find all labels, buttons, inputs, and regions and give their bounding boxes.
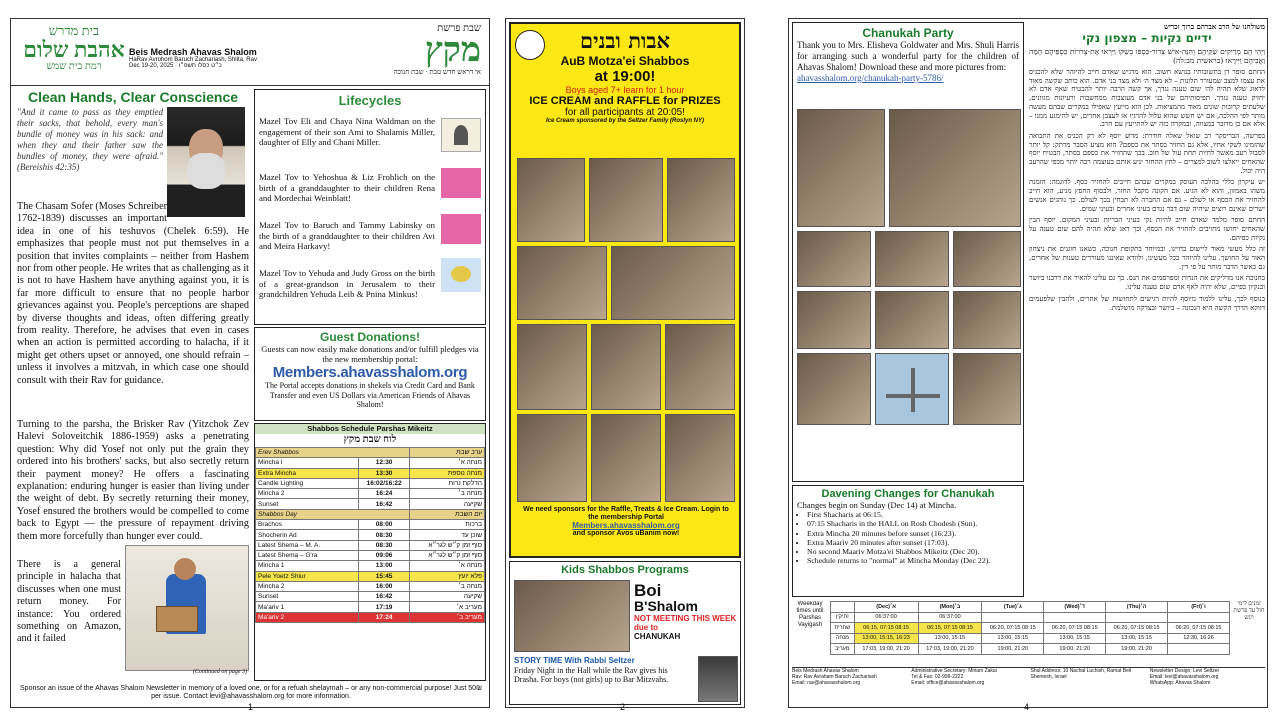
lifecycle-item: Mazel Tov Eli and Chaya Nina Waldman on the engagement of their son Ami to Shalamis Miller, daughter of Elly and Chani Miller. (259, 116, 435, 147)
lifecycle-item: Mazel Tov to Baruch and Tammy Labinsky on the birth of a granddaughter to their children Avi and Meira Harkavy! (259, 220, 435, 251)
section-title: Lifecycles (338, 93, 402, 108)
parsha-subline: אי דראש חדש טבת · שבת חנוכה (393, 68, 481, 76)
contact-column (1150, 668, 1265, 705)
aub-prize: ICE CREAM and RAFFLE for PRIZES (529, 95, 721, 107)
schedule-row (256, 561, 485, 571)
parsha-name: מקץ (424, 32, 481, 69)
article-title: ידיים נקיות – מצפון נקי (1082, 31, 1212, 45)
aub-need2: and sponsor Avos uBanim now! (572, 530, 680, 537)
bshalom-title: B'Shalom (634, 598, 699, 614)
contact-line: WhatsApp: Ahavas Shalom (1149, 680, 1211, 686)
weekday-row (831, 623, 1230, 634)
baby-boy-icon (441, 258, 481, 292)
section-title: Chanukah Party (862, 26, 954, 40)
contact-line: Administrative Secretary: Miriam Zakai (911, 668, 997, 674)
schedule-event-he: מעריב ב׳ (410, 612, 485, 622)
schedule-event-he: שקיעה (410, 592, 485, 602)
article-title: Clean Hands, Clear Conscience (27, 89, 239, 105)
schedule-event-he: מנחה א׳ (410, 561, 485, 571)
article-clean-hands (17, 89, 249, 681)
boi-bshalom (634, 582, 738, 641)
weekday-cell: 17:03, 19:00, 21:20 (854, 644, 918, 655)
logo-title: אהבת שלום (23, 37, 125, 62)
davening-item: • 07:15 Shacharis in the HALL on Rosh Chodesh (Sun). (807, 519, 1019, 528)
schedule-section (256, 509, 485, 519)
schedule-section (256, 448, 485, 458)
article-paragraph: בנוסף לכך, עלינו ללמוד מיוסף להיות רגישים לתחושות של אחרים, ולהבין שלפעמים דווקא הדרך הקשה היא הנכונה – ביושר ובצדקה מושלמת. (1029, 294, 1265, 312)
page-number: 1 (248, 702, 254, 712)
contact-line: Tel & Fax: 02-999-2222 (911, 674, 964, 680)
page-3 (788, 18, 1268, 708)
org-name: Beis Medrash Ahavas Shalom (129, 47, 257, 57)
donations-box (254, 327, 486, 421)
donations-text: Guests can now easily make donations and/or fulfill pledges via the new membership portal: (261, 344, 479, 364)
page-2 (505, 18, 745, 708)
article-paragraph: בחנוכה אנו מדליקים את הנרות ומפרסמים את הנס. כך גם עלינו להאיר את דרכנו ביושר ובנקיון כפיים, שלא יהיה לאף אדם שום טענה עלינו. (1029, 274, 1265, 292)
schedule-row (256, 478, 485, 488)
weekday-cell (1044, 612, 1106, 623)
schedule-event-he: הדלקת נרות (410, 478, 485, 488)
sponsor-footer: Sponsor an issue of the Ahavas Shalom Newsletter in memory of a loved one, or for a refuah shelaymah – or any non-commercial purpose! Just 50₪ per issue. Contact levi@ahavasshalom.org for more information. (20, 685, 482, 700)
aub-sub2: for all participants at 20:05! (564, 107, 686, 118)
contact-column (911, 668, 1026, 705)
aub-sub: Boys aged 7+ learn for 1 hour (565, 85, 685, 95)
schedule-event: Brachos (256, 520, 359, 530)
weekday-col: (Mon)ב׳ (918, 602, 982, 613)
boi-title: Boi (634, 581, 662, 600)
davening-item: • First Shacharis at 06:15. (807, 510, 1019, 519)
not-meeting-note: NOT MEETING THIS WEEK due to (634, 614, 737, 632)
weekday-cell: 13:00, 15:15 (918, 633, 982, 644)
aub-portal-link[interactable]: Members.ahavasshalom.org (572, 521, 680, 530)
article-paragraph: החתם סופר דן בתשובותיו בנושא חשוב. הוא מדגיש שאדם חייב להיזהר שלא להכניס את עצמו למצב שמעורר תלונות – לא מצד ה׳ ולא מצד בני אדם. הוא כותב שקשה מאוד לדאוג שלא תהיה לה׳ שום טענה נגדך, אך קשה הרבה יותר להבטיח שאף אדם לא יחזיק טענה נגדך. תפיסותיהם של בני אדם מעוצבות ממחשבות ורעיונות מגוונים, שלעתים קרובות שונים מאוד מהמציאות. לכן הוא מייעץ שאפילו במקרים שבהם מעשה מותר לפי ההלכה, אם יש חשש שהוא עלול להרגיז או לעצבן אחרים, יש להימנע ממנו – אלא אם כן מדובר במצווה, ובמקרה כזה יש להתייעץ עם הרב. (1029, 68, 1265, 129)
schedule-event: Pele Yoetz Shiur (256, 571, 359, 581)
schedule-row (256, 540, 485, 550)
schedule-event-he: מעריב א׳ (410, 602, 485, 612)
weekday-cell: 06:37:00 (854, 612, 918, 623)
section-label: Erev Shabbos (256, 448, 410, 458)
schedule-event-he: מנחה א׳ (410, 458, 485, 468)
schedule-event: Shocherin Ad (256, 530, 359, 540)
contact-line: Beis Medrash Ahavas Shalom (792, 668, 859, 674)
weekday-cell (1106, 612, 1168, 623)
contact-line: Rav: Rav Avraham Baruch Zachariash (792, 674, 877, 680)
schedule-event-he: סוף זמן ק״ש לגר״א (410, 550, 485, 560)
weekday-label-he: זמנים לימי חול עד פרשת ויגש (1233, 601, 1265, 621)
davening-item: • Extra Mincha 20 minutes before sunset (16:23). (807, 529, 1019, 538)
weekday-cell: 06:15, 07:15 08:15 (918, 623, 982, 634)
schedule-time: 16:00 (359, 581, 410, 591)
article-paragraph: יש עיקרון כללי בהלכה העוסק במקרים שבהם חייבים להחזיר כסף. לדוגמה: הזמנת משהו באמזון, והוא לא הגיע. אם הקונה מקבל החזר, ולבסוף החפץ מגיע, הוא חייב להחזיר את הכסף או לשלם – גם אם החברה לא תבחין בכך לעולם. כך נוהגים אנשים ישרים שאינם רוצים שיהיה שום דבר נגדם בעיני אחרים ובעיני שמים. (1029, 178, 1265, 213)
weekday-cell: 13:00, 15:15 (982, 633, 1044, 644)
shabbos-schedule (254, 423, 486, 681)
article-paragraph: Turning to the parsha, the Brisker Rav (Yitzchok Zev Halevi Soloveitchik 1886-1959) asks a penetrating question: Why did Yosef not only put the grain they ordered into his brothers' sacks, but also secretly return their payment money? He offers a fascinating explanation: enduring hunger is easier than living under the weight of debt. By secretly returning their money, Yosef ensured the brothers would be compelled to come back to Egypt — the pressure of repayment driving them more forcefully than hunger ever could. (17, 419, 249, 542)
schedule-row (256, 489, 485, 499)
schedule-time: 16:42 (359, 499, 410, 509)
schedule-event: Ma'ariv 1 (256, 602, 359, 612)
weekday-cell: 13:00, 15:15 (1044, 633, 1106, 644)
article-paragraph: בפרשה, הבריסקר רב שואל שאלה חודרת: מדוע יוסף לא רק הכניס את התבואה שהזמינו לשקי אחיו, אלא גם החזיר בסתר את כספם? הוא מציע הסבר מרתק: קל יותר לסבול רעב מאשר לחיות תחת עול של חוב. בכך שהחזיר את כספם בסתר, הבטיח יוסף שהאחים ייאלצו לשוב למצרים – לחץ ההחזר יניע אותם בעוצמה רבה יותר מכפי שהרעב היה יכול. (1029, 131, 1265, 175)
story-title: STORY TIME With Rabbi Seltzer (514, 656, 635, 665)
schedule-event: Sunset (256, 499, 359, 509)
baby-girl-icon (441, 168, 481, 198)
article-quote: "And it came to pass as they emptied their sacks, that behold, every man's bundle of money was in his sack: and when they and their father saw the bundles of money, they were afraid." (Bereishis 42:35) (17, 107, 163, 172)
schedule-event: Latest Shema – M. A. (256, 540, 359, 550)
schedule-time: 16:02/16:22 (359, 478, 410, 488)
schedule-event: Mincha 2 (256, 489, 359, 499)
schedule-time: 17:19 (359, 602, 410, 612)
logo (19, 23, 129, 85)
kids-programs-box (509, 561, 741, 705)
article-paragraph: זה כלל מעשי מאוד ליישום בחיינו, ובמיוחד בתקופת חנוכה, כשאנו חוגגים את ניצחון האור על החושך. עלינו להיזהר בכל מעשינו, ולוודא שאיננו מעוררים טענות של אחרים, גם כאשר הדבר מותר על פי דין. (1029, 245, 1265, 271)
page-number: 2 (620, 702, 626, 712)
schedule-event-he: פלא יועץ (410, 571, 485, 581)
weekday-cell: 06:37:00 (918, 612, 982, 623)
aub-time: at 19:00! (594, 68, 656, 85)
contact-column (1031, 668, 1146, 705)
aub-sponsor-call (517, 506, 735, 538)
aub-photo-grid (517, 158, 735, 502)
schedule-row (256, 550, 485, 560)
section-title: Guest Donations! (319, 330, 420, 344)
weekday-col: (Tue)ג׳ (982, 602, 1044, 613)
weekday-header (831, 602, 1230, 613)
weekday-row (831, 633, 1230, 644)
weekday-cell: 06:15, 07:15 08:15 (854, 623, 918, 634)
schedule-time: 15:45 (359, 571, 410, 581)
schedule-time: 08:30 (359, 530, 410, 540)
section-title: Davening Changes for Chanukah (821, 488, 995, 500)
weekday-cell: 19:00, 21:20 (1044, 644, 1106, 655)
section-title: Kids Shabbos Programs (561, 564, 689, 576)
weekday-col: (Dec)א׳ (854, 602, 918, 613)
lifecycles-list (259, 116, 435, 312)
rabbi-photo (698, 656, 738, 702)
weekday-table (830, 601, 1230, 655)
weekday-row (831, 644, 1230, 655)
weekday-cell: 06:20, 07:15 08:15 (1168, 623, 1230, 634)
weekday-cell (982, 612, 1044, 623)
schedule-row (256, 499, 485, 509)
torah-article (1029, 22, 1265, 597)
schedule-row (256, 458, 485, 468)
schedule-event-he: מנחה ב׳ (410, 489, 485, 499)
contact-column (792, 668, 907, 705)
continued-note: (Continued on page 3) (192, 669, 247, 675)
weekday-cell (1168, 612, 1230, 623)
party-pictures-link[interactable]: ahavasshalom.org/chanukah-party-5786/ (797, 73, 944, 83)
lifecycle-item: Mazel Tov to Yehuda and Judy Gross on the birth of a great-grandson in Jerusalem to their grandchildren Yehuda Leib & Pnina Minkus! (259, 268, 435, 299)
baby-girl-icon (441, 214, 481, 244)
davening-changes-box (792, 485, 1024, 597)
page-number: 4 (1024, 702, 1030, 712)
schedule-event-he: מנחה ב׳ (410, 581, 485, 591)
article-header: משולחנו של הרב אברהם ברוך זכריש (1164, 22, 1265, 31)
schedule-event: Mincha 1 (256, 561, 359, 571)
weekday-col: (Fri)ו׳ (1168, 602, 1230, 613)
aub-title: AuB Motza'ei Shabbos (560, 54, 690, 68)
schedule-event: Mincha I (256, 458, 359, 468)
weekday-cell: ותיקין (831, 612, 855, 623)
party-photo-grid (797, 109, 1021, 477)
schedule-event: Ma'ariv 2 (256, 612, 359, 622)
schedule-time: 13:30 (359, 468, 410, 478)
chanukah-party-box (792, 22, 1024, 482)
weekday-cell: 13:00, 15:15, 16:23 (854, 633, 918, 644)
davening-item: • Extra Maariv 20 minutes after sunset (17:03). (807, 538, 1019, 547)
story-text: Friday Night in the Hall while the Rav gives his Drasha. For boys (not girls) up to Bar Mitzvahs. (514, 665, 669, 684)
schedule-event-he: שקיעה (410, 499, 485, 509)
schedule-row (256, 571, 485, 581)
aub-flyer (509, 22, 741, 558)
schedule-title-he: לוח שבת מקץ (343, 434, 397, 445)
section-label-he: ערב שבת (410, 448, 485, 458)
davening-list (793, 510, 1023, 566)
schedule-time: 08:00 (359, 520, 410, 530)
article-verse: וַיְהִי הֵם מְרִיקִים שַׂקֵּיהֶם וְהִנֵּה-אִישׁ צְרוֹר-כַּסְפּוֹ בְּשַׂקּוֹ וַיִּרְאוּ אֶת-צְרֹרוֹת כַּסְפֵּיהֶם הֵמָּה וַאֲבִיהֶם וַיִּירָאוּ (בראשית מב:לה) (1029, 47, 1265, 65)
schedule-table (255, 447, 485, 623)
wedding-icon (441, 118, 481, 152)
schedule-event-he: מנחה נוספת (410, 468, 485, 478)
article-paragraph: The Chasam Sofer (Moses Schreiber 1762-1839) discusses an important idea in one of his teshuvos (Chelek 6:59). He emphasizes that people must not put themselves in a position that invites complaints – neither from Hashem nor from other people. He writes that as challenging as it is not to have Hashem have anything against you, it is far more difficult to ensure that no people harbor grievances against you. People's perceptions are shaped by diverse thoughts and ideas, often differing greatly from reality. Therefore, he advises that even in cases when an action is permitted according to halacha, if it might get others upset or annoyed, one should refrain – unless it involves a mitzvah, in which case one should consult with their Rav for guidance. (17, 201, 249, 386)
schedule-time: 09:06 (359, 550, 410, 560)
article-paragraph: החתם סופר מלמד שאדם חייב להיות נקי בעיני הבריות ובעיני המקום. יוסף הבין שהאחים יחושו מחויבים להחזיר את הכסף, וכך דאג שלא תהיה להם שום טענה על נקיות כפיהם. (1029, 216, 1265, 242)
schedule-time: 17:24 (359, 612, 410, 622)
delivery-photo (125, 545, 249, 671)
weekday-label: Weekday times until Parshas Vayigash (796, 601, 824, 628)
schedule-event-he: ברכות (410, 520, 485, 530)
contact-line: Email: levi@ahavasshalom.org (1149, 674, 1219, 680)
section-label: Shabbos Day (256, 509, 410, 519)
schedule-time: 16:42 (359, 592, 410, 602)
weekday-row (831, 612, 1230, 623)
page-1 (10, 18, 490, 708)
kids-photo (514, 580, 630, 652)
schedule-row (256, 581, 485, 591)
logo-line: בית מדרש (48, 23, 100, 38)
issue-date: Dec 19-20, 2025 · כ״ט כסלו תשפ״ו (129, 63, 222, 69)
weekday-cell (1168, 644, 1230, 655)
members-portal-link[interactable]: Members.ahavasshalom.org (272, 364, 468, 381)
schedule-event: Mincha 2 (256, 581, 359, 591)
schedule-event: Candle Lighting (256, 478, 359, 488)
weekday-cell: שחרית (831, 623, 855, 634)
weekday-cell: 06:20, 07:15 08:15 (1044, 623, 1106, 634)
davening-item: • Schedule returns to "normal" at Mincha Monday (Dec 22). (807, 556, 1019, 565)
schedule-time: 12:30 (359, 458, 410, 468)
contact-line: Newsletter Design: Levi Seltzer (1149, 668, 1220, 674)
lifecycles-box (254, 89, 486, 325)
schedule-row (256, 468, 485, 478)
schedule-row (256, 592, 485, 602)
chanukah-note: CHANUKAH (634, 632, 681, 641)
parsha-label: שבת פרשת (437, 23, 481, 34)
schedule-row (256, 602, 485, 612)
article-body (1029, 68, 1265, 576)
schedule-time: 16:24 (359, 489, 410, 499)
weekday-cell: מעריב (831, 644, 855, 655)
weekday-cell: מנחה (831, 633, 855, 644)
logo-line: רמת בית שמש (46, 61, 102, 72)
davening-item: • No second Maariv Motza'ei Shabbos Mikeitz (Dec 20). (807, 547, 1019, 556)
contacts-footer (792, 667, 1265, 705)
org-sub: HaRav Avrohom Baruch Zachariash, Shlita, Rav (129, 57, 257, 63)
contact-line: Email: rav@ahavasshalom.org (792, 680, 861, 686)
schedule-time: 08:30 (359, 540, 410, 550)
party-text: Thank you to Mrs. Elisheva Goldwater and Mrs. Shuli Harris for arranging such a wonderful party for the children of Ahavas Shalom! Download these and more pictures from: (797, 40, 1019, 72)
article-paragraph: There is a general principle in halacha that discusses when one must return money. For instance: You ordered something on Amazon, and it failed (17, 559, 121, 645)
donations-text: The Portal accepts donations in shekels via Credit Card and Bank Transfer and even US Dollars via American Friends of Ahavas Shalom! (265, 381, 475, 409)
schedule-event: Extra Mincha (256, 468, 359, 478)
schedule-title: Shabbos Schedule Parshas Mikeitz (255, 424, 485, 434)
story-time (514, 656, 694, 685)
schedule-event: Sunset (256, 592, 359, 602)
aub-need: We need sponsors for the Raffle, Treats & Ice Cream. Login to the membership Portal (523, 506, 729, 521)
contact-line: Email: office@ahavasshalom.org (911, 680, 985, 686)
weekday-col: (Wed)ד׳ (1044, 602, 1106, 613)
schedule-event: Latest Shema – G'ra (256, 550, 359, 560)
weekday-times (792, 601, 1265, 663)
aub-logo-icon (515, 30, 545, 60)
weekday-cell: 12:30, 16:26 (1168, 633, 1230, 644)
schedule-event-he: שוכן עד (410, 530, 485, 540)
parsha-block (331, 23, 481, 76)
menorah-icon (875, 353, 949, 425)
weekday-col: (Thu)ה׳ (1106, 602, 1168, 613)
section-label-he: יום השבת (410, 509, 485, 519)
weekday-cell: 19:00, 21:20 (1106, 644, 1168, 655)
lifecycle-item: Mazel Tov to Yehoshua & Liz Frohlich on the birth of a granddaughter to their children Rena and Mordechai Weinblatt! (259, 172, 435, 203)
contact-line: Shul Address: 10 Nachal Luchish, Ramat Beit Shemesh, Israel (1030, 668, 1132, 680)
schedule-event-he: סוף זמן ק״ש לגר״א (410, 540, 485, 550)
schedule-row (256, 612, 485, 622)
schedule-row (256, 520, 485, 530)
weekday-cell: 13:00, 15:15 (1106, 633, 1168, 644)
davening-intro: Changes begin on Sunday (Dec 14) at Mincha. (797, 500, 957, 510)
aub-title-he: אבות ובנים (579, 28, 671, 53)
weekday-cell: 06:20, 07:15 08:15 (982, 623, 1044, 634)
weekday-cell: 19:00, 21:20 (982, 644, 1044, 655)
weekday-cell: 06:20, 07:15 08:15 (1106, 623, 1168, 634)
schedule-time: 13:00 (359, 561, 410, 571)
schedule-row (256, 530, 485, 540)
weekday-cell: 17:03, 19:00, 21:20 (918, 644, 982, 655)
masthead-info (129, 47, 329, 69)
aub-sponsor: Ice Cream sponsored by the Seltzer Family (Roslyn NY) (545, 118, 705, 124)
